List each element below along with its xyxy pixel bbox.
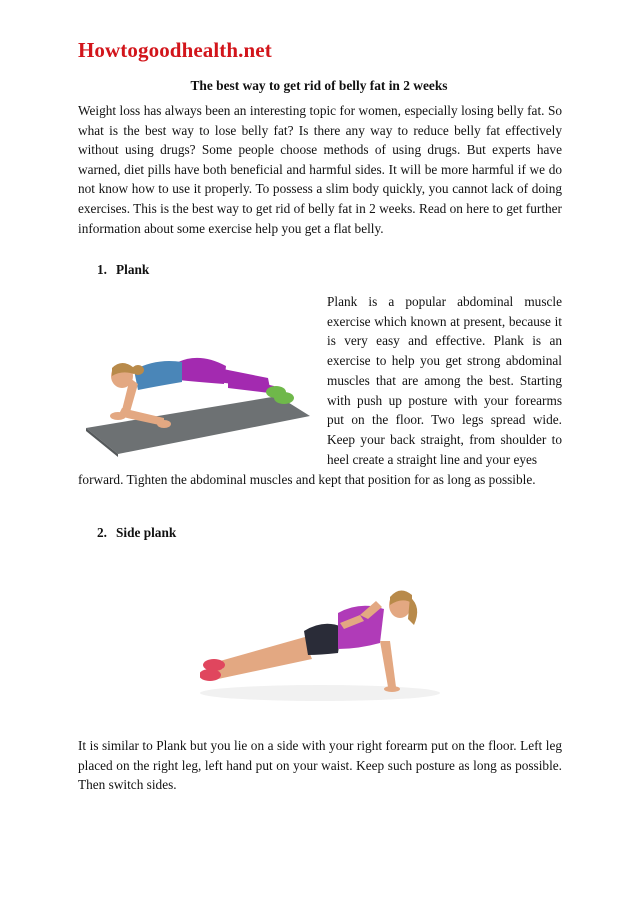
side-plank-description: It is similar to Plank but you lie on a side with your right forearm put on the floor. Left leg placed on the right leg, left hand put on your waist. Keep such posture as long as possible. Then switch sides.	[78, 738, 562, 793]
section-heading-plank	[97, 262, 149, 278]
section-title: Side plank	[116, 525, 177, 540]
side-plank-photo	[200, 553, 454, 723]
intro-paragraph: Weight loss has always been an interesting topic for women, especially losing belly fat. So what is the best way to lose belly fat? Is there any way to reduce belly fat effectively without using drugs? Some people choose methods of using drugs. But experts have warned, diet pills have both beneficial and harmful sides. It will be more harmful if we do not know how to use it properly. To possess a slim body quickly, you cannot lack of doing exercises. This is the best way to get rid of belly fat in 2 weeks. Read on here to get further information about some exercise help you get a flat belly.	[78, 103, 562, 236]
side-plank-illustration	[200, 553, 454, 723]
section-title: Plank	[116, 262, 150, 277]
document-title: The best way to get rid of belly fat in 2 weeks	[190, 78, 448, 93]
plank-photo	[78, 292, 315, 472]
plank-description: Plank is a popular abdominal muscle exercise which known at present, because it is very easy and effective. Plank is an exercise to help you get strong abdominal muscles that are among the best. Starting with push up posture with your forearms put on the floor. Two legs spread wide. Keep your back straight, from shoulder to heel create a straight line and your eyes	[327, 294, 562, 467]
plank-illustration	[78, 292, 315, 472]
section-number: 2.	[97, 525, 107, 540]
site-title: Howtogoodhealth.net	[78, 38, 272, 62]
section-number: 1.	[97, 262, 107, 277]
plank-description-continued: forward. Tighten the abdominal muscles and kept that position for as long as possible.	[78, 472, 536, 487]
section-heading-side-plank	[97, 525, 176, 541]
